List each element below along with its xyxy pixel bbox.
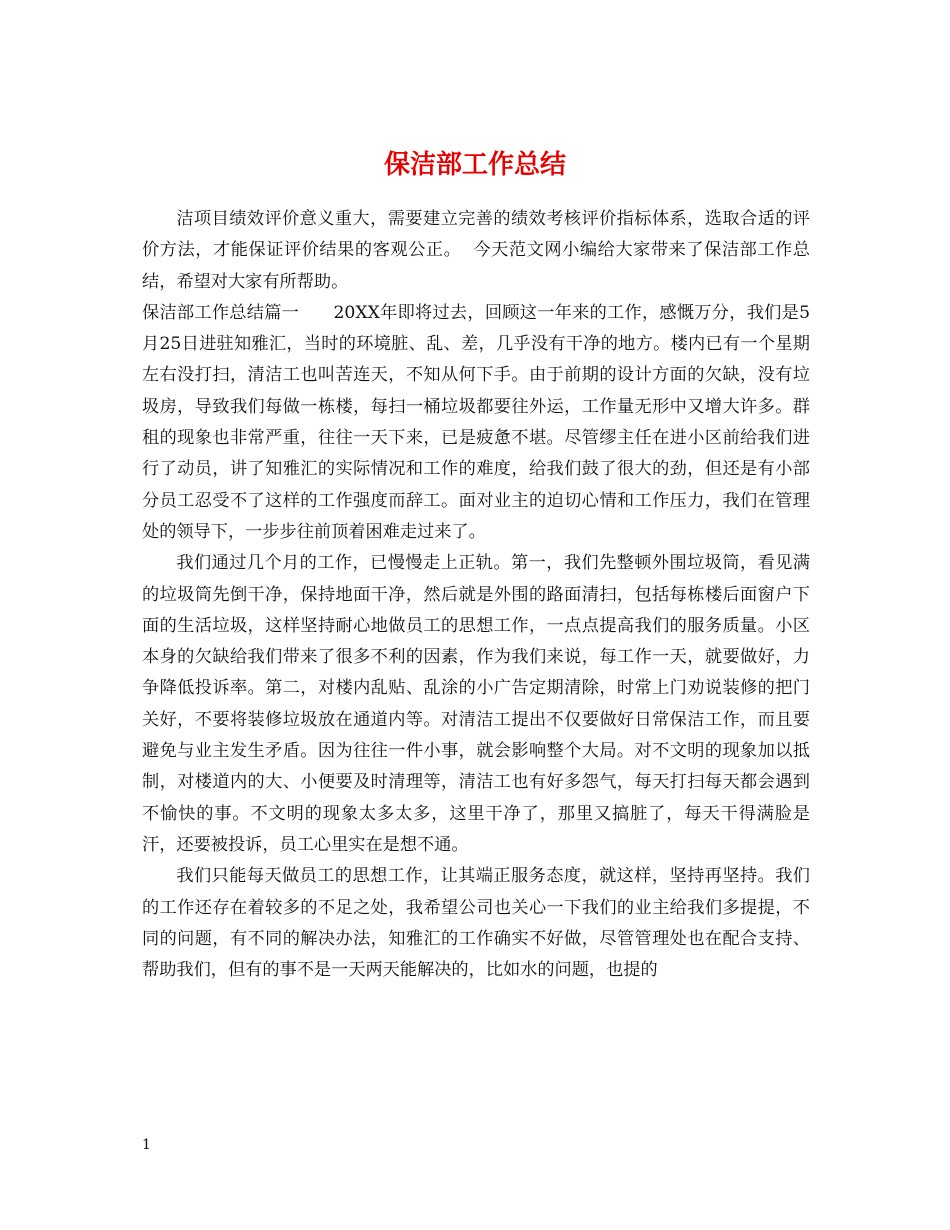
document-title: 保洁部工作总结 xyxy=(383,150,566,181)
page-number: 1 xyxy=(142,1137,151,1153)
intro-paragraph: 洁项目绩效评价意义重大，需要建立完善的绩效考核评价指标体系，选取合适的评价方法，才能保证评价结果的客观公正。 今天范文网小编给大家带来了保洁部工作总结，希望对大家有所帮助。 xyxy=(142,209,810,292)
section-one-paragraph: 保洁部工作总结篇一 20XX年即将过去，回顾这一年来的工作，感慨万分，我们是5月25日进驻知雅汇，当时的环境脏、乱、差，几乎没有干净的地方。楼内已有一个星期左右没打扫，清洁工也叫苦连天，不知从何下手。由于前期的设计方面的欠缺，没有垃圾房，导致我们每做一栋楼，每扫一桶垃圾都要往外运，工作量无形中又增大许多。群租的现象也非常严重，往往一天下来，已是疲惫不堪。尽管缪主任在进小区前给我们进行了动员，讲了知雅汇的实际情况和工作的难度，给我们鼓了很大的劲，但还是有小部分员工忍受不了这样的工作强度而辞工。面对业主的迫切心情和工作压力，我们在管理处的领导下，一步步往前顶着困难走过来了。 xyxy=(142,302,810,542)
document-body xyxy=(142,204,810,986)
closing-paragraph: 我们只能每天做员工的思想工作，让其端正服务态度，就这样，坚持再坚持。我们的工作还存在着较多的不足之处，我希望公司也关心一下我们的业主给我们多提提，不同的问题，有不同的解决办法，知雅汇的工作确实不好做，尽管管理处也在配合支持、帮助我们，但有的事不是一天两天能解决的，比如水的问题，也提的 xyxy=(142,866,810,981)
work-progress-paragraph: 我们通过几个月的工作，已慢慢走上正轨。第一，我们先整顿外围垃圾筒，看见满的垃圾筒先倒干净，保持地面干净，然后就是外围的路面清扫，包括每栋楼后面窗户下面的生活垃圾，这样坚持耐心地做员工的思想工作，一点点提高我们的服务质量。小区本身的欠缺给我们带来了很多不利的因素，作为我们来说，每工作一天，就要做好，力争降低投诉率。第二，对楼内乱贴、乱涂的小广告定期清除，时常上门劝说装修的把门关好，不要将装修垃圾放在通道内等。对清洁工提出不仅要做好日常保洁工作，而且要避免与业主发生矛盾。因为往往一件小事，就会影响整个大局。对不文明的现象加以抵制，对楼道内的大、小便要及时清理等，清洁工也有好多怨气，每天打扫每天都会遇到不愉快的事。不文明的现象太多太多，这里干净了，那里又搞脏了，每天干得满脸是汗，还要被投诉，员工心里实在是想不通。 xyxy=(142,553,810,855)
